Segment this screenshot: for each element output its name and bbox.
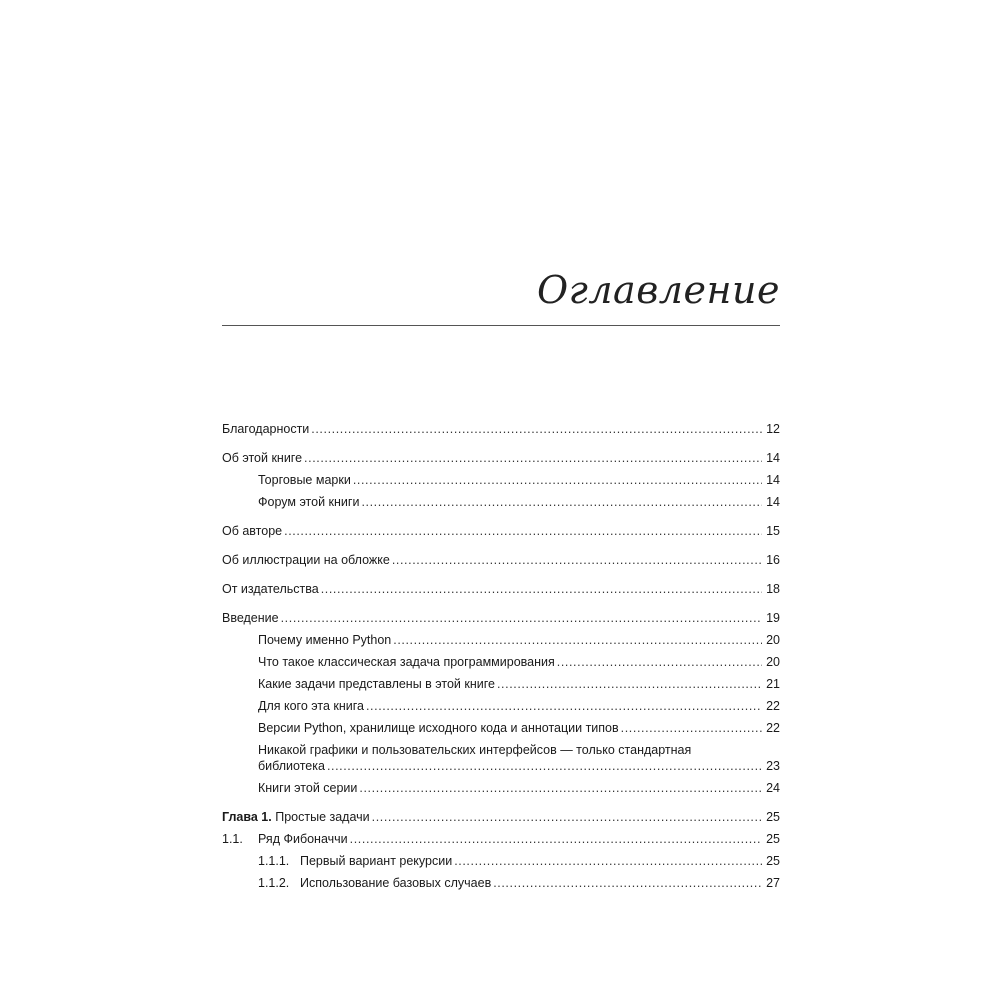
toc-page-number: 14 <box>766 495 780 509</box>
toc-entry-title: Об иллюстрации на обложке <box>222 553 390 567</box>
toc-entry-title: Что такое классическая задача программирования <box>258 655 555 669</box>
toc-entry-title: Введение <box>222 611 279 625</box>
toc-entry-cover-illustration[interactable] <box>222 549 780 571</box>
toc-page-number: 16 <box>766 553 780 567</box>
table-of-contents <box>222 418 780 894</box>
chapter-label: Глава 1. <box>222 810 272 824</box>
toc-entry-forum[interactable] <box>222 491 780 513</box>
toc-page-number: 27 <box>766 876 780 890</box>
toc-page-number: 20 <box>766 633 780 647</box>
dot-leader <box>359 777 762 799</box>
toc-entry-classic-problem[interactable] <box>222 651 780 673</box>
toc-entry-problems-in-book[interactable] <box>222 673 780 695</box>
toc-page-number: 14 <box>766 451 780 465</box>
toc-entry-title: Торговые марки <box>258 473 351 487</box>
toc-page-number: 21 <box>766 677 780 691</box>
dot-leader <box>353 469 762 491</box>
chapter-title: Простые задачи <box>275 810 370 824</box>
toc-entry-title: Ряд Фибоначчи <box>258 832 348 846</box>
toc-entry-title: Использование базовых случаев <box>300 876 492 890</box>
toc-entry-python-versions[interactable] <box>222 717 780 739</box>
dot-leader <box>493 872 762 894</box>
toc-page-number: 19 <box>766 611 780 625</box>
toc-page-number: 25 <box>766 854 780 868</box>
toc-page-number: 25 <box>766 832 780 846</box>
toc-entry-about-book[interactable] <box>222 447 780 469</box>
toc-entry-title: Книги этой серии <box>258 781 358 795</box>
toc-entry-no-graphics[interactable] <box>222 739 780 777</box>
toc-entry-title: Почему именно Python <box>258 633 392 647</box>
toc-page-number: 22 <box>766 699 780 713</box>
dot-leader <box>454 850 762 872</box>
toc-entry-about-author[interactable] <box>222 520 780 542</box>
dot-leader <box>372 806 762 828</box>
dot-leader <box>350 828 762 850</box>
section-number: 1.1. <box>222 832 243 846</box>
toc-page-number: 12 <box>766 422 780 436</box>
toc-entry-title: Благодарности <box>222 422 310 436</box>
toc-entry-title: Версии Python, хранилище исходного кода и аннотации типов <box>258 721 619 735</box>
dot-leader <box>366 695 762 717</box>
dot-leader <box>311 418 762 440</box>
dot-leader <box>497 673 762 695</box>
toc-entry-publisher[interactable] <box>222 578 780 600</box>
toc-page-number: 25 <box>766 810 780 824</box>
dot-leader <box>304 447 762 469</box>
toc-entry-title: Об этой книге <box>222 451 303 465</box>
toc-page-number: 22 <box>766 721 780 735</box>
toc-entry-audience[interactable] <box>222 695 780 717</box>
toc-entry-acknowledgements[interactable] <box>222 418 780 440</box>
toc-entry-title-line2: библиотека <box>258 759 325 773</box>
dot-leader <box>284 520 762 542</box>
toc-entry-book-series[interactable] <box>222 777 780 799</box>
toc-entry-title: От издательства <box>222 582 319 596</box>
toc-entry-title: Форум этой книги <box>258 495 360 509</box>
dot-leader <box>327 758 762 774</box>
section-number: 1.1.1. <box>258 854 290 868</box>
toc-page-number: 20 <box>766 655 780 669</box>
dot-leader <box>361 491 762 513</box>
title-divider <box>222 325 780 326</box>
toc-entry-why-python[interactable] <box>222 629 780 651</box>
toc-page-number: 14 <box>766 473 780 487</box>
toc-page-number: 23 <box>766 759 780 773</box>
toc-entry-trademarks[interactable] <box>222 469 780 491</box>
toc-entry-first-recursion[interactable] <box>222 850 780 872</box>
toc-entry-title: Об авторе <box>222 524 283 538</box>
toc-page-number: 18 <box>766 582 780 596</box>
toc-entry-fibonacci[interactable] <box>222 828 780 850</box>
dot-leader <box>321 578 762 600</box>
toc-entry-base-cases[interactable] <box>222 872 780 894</box>
toc-entry-title: Какие задачи представлены в этой книге <box>258 677 495 691</box>
dot-leader <box>557 651 762 673</box>
toc-page-number: 15 <box>766 524 780 538</box>
dot-leader <box>392 549 762 571</box>
toc-entry-title-line1: Никакой графики и пользовательских интерфейсов — только стандартная <box>258 743 692 757</box>
page-title: Оглавление <box>536 268 780 312</box>
toc-entry-title: Первый вариант рекурсии <box>300 854 453 868</box>
dot-leader <box>281 607 762 629</box>
section-number: 1.1.2. <box>258 876 290 890</box>
dot-leader <box>393 629 762 651</box>
toc-entry-title-line2-row <box>258 758 780 774</box>
toc-page-number: 24 <box>766 781 780 795</box>
toc-entry-chapter-1[interactable] <box>222 806 780 828</box>
toc-entry-title: Для кого эта книга <box>258 699 364 713</box>
toc-entry-title <box>222 806 370 828</box>
dot-leader <box>621 717 762 739</box>
toc-entry-introduction[interactable] <box>222 607 780 629</box>
